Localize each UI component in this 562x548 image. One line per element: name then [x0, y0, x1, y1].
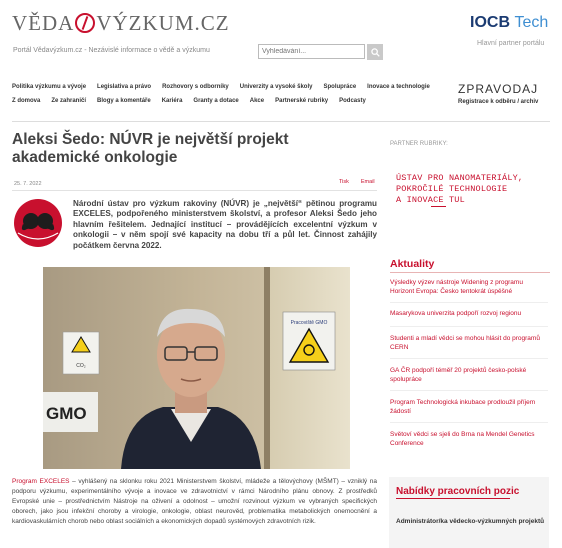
partner-logo[interactable]: [470, 14, 548, 32]
news-section-title[interactable]: Aktuality: [390, 258, 435, 270]
nav-item[interactable]: Akce: [249, 98, 265, 104]
nav-item[interactable]: Inovace a technologie: [367, 84, 430, 90]
news-item[interactable]: Masarykova univerzita podpoří rozvoj regionu: [390, 310, 522, 317]
news-item[interactable]: GA ČR podpoří téměř 20 projektů česko-polské spolupráce: [390, 367, 527, 383]
nav-item[interactable]: Partnerské rubriky: [275, 98, 329, 104]
jobs-title-underline: [396, 498, 510, 499]
logo-right: VÝZKUM.CZ: [96, 11, 230, 35]
site-tagline: Portál Vědavýzkum.cz - Nezávislé informace o vědě a výzkumu: [13, 47, 210, 54]
photo-sign-left: GMO: [46, 404, 87, 423]
news-item[interactable]: Výsledky výzev nástroje Widening z programu Horizont Evropa: Česko tentokrát úspěšné: [390, 279, 523, 295]
nav-item[interactable]: Granty a dotace: [193, 98, 239, 104]
article-title: Aleksi Šedo: NÚVR je největší projekt akademické onkologie: [12, 131, 289, 166]
promo-line: A INOVACE TUL: [396, 195, 465, 205]
search-input[interactable]: [258, 44, 365, 59]
partner-logo-light: Tech: [514, 14, 549, 31]
partner-logo-bold: IOCB: [470, 14, 510, 31]
news-item[interactable]: Studenti a mladí vědci se mohou hlásit do programů CERN: [390, 335, 540, 351]
promo-underline: [431, 206, 446, 207]
site-logo[interactable]: [12, 11, 230, 36]
nav-item[interactable]: Kariéra: [161, 98, 183, 104]
interview-icon: [14, 199, 62, 247]
header-divider: [12, 121, 550, 122]
nav-item[interactable]: Podcasty: [339, 98, 366, 104]
nav-item[interactable]: Ze zahraničí: [51, 98, 87, 104]
newsletter-logo[interactable]: ZPRAVODAJ: [458, 82, 539, 96]
nav-item[interactable]: Blogy a komentáře: [97, 98, 151, 104]
logo-emblem-icon: [75, 13, 95, 33]
main-nav-row-2: [12, 98, 377, 104]
news-divider: [390, 358, 548, 359]
partner-promo[interactable]: [396, 173, 523, 206]
news-section-divider: [390, 272, 550, 273]
article-lead: Národní ústav pro výzkum rakoviny (NÚVR) je „největší“ pětinou programu EXCELES, podpořeného ministerstvem školství, a profesor Aleksi Šedo jeho hlavním řešitelem. Jednající institucí – provádějících excelentní výzkum v onkologii – v něm spojí své kapacity na dobu tří a půl let. Činnost zahájily počátkem června 2022.: [73, 199, 377, 250]
article-actions: [339, 179, 375, 185]
news-divider: [390, 302, 548, 303]
search-icon: [371, 48, 380, 57]
news-divider: [390, 326, 548, 327]
nav-item[interactable]: Spolupráce: [323, 84, 357, 90]
newsletter-link[interactable]: Registrace k odběru / archiv: [458, 99, 539, 105]
article-date: 25. 7. 2022: [14, 181, 42, 187]
exceles-link[interactable]: Program EXCELES: [12, 478, 70, 485]
nav-item[interactable]: Rozhovory s odborníky: [162, 84, 229, 90]
news-item[interactable]: Program Technologická inkubace prodloužil příjem žádostí: [390, 399, 536, 415]
photo-small-sign: CO₂: [76, 363, 86, 369]
job-item[interactable]: Administrátor/ka vědecko-výzkumných projektů: [396, 518, 545, 525]
news-divider: [390, 422, 548, 423]
article-body: [12, 477, 377, 527]
email-link[interactable]: Email: [360, 179, 375, 185]
news-item[interactable]: Světoví vědci se sjeli do Brna na Mendel Genetics Conference: [390, 431, 535, 447]
article-body-text: – vyhlášený na sklonku roku 2021 Ministerstvem školství, mládeže a tělovýchovy (MŠMT) – vzniklý na podporu výzkumu, experimentálního vývoje a inovace ve zdravotnictví v rámci Národního plánu obnovy. Z prostředků Evropské unie – prostřednictvím Nástroje na oživení a odolnost – umožní rozvinout výzkum ve vybraných specifických oborech, jako jsou infekční choroby a virologie, onkologie, oblast neurověd, problematika metabolických onemocnění a kardiovaskulárních chorob nebo oblast sociálních a ekonomických dopadů systémových zdravotních rizik.: [12, 478, 377, 525]
search-button[interactable]: [367, 44, 383, 60]
partner-label: Hlavní partner portálu: [477, 40, 545, 47]
promo-line: POKROČILÉ TECHNOLOGIE: [396, 184, 508, 194]
photo-sign-right: Pracoviště GMO: [290, 320, 328, 326]
logo-left: VĚDA: [12, 11, 75, 35]
promo-line: ÚSTAV PRO NANOMATERIÁLY,: [396, 173, 524, 183]
partner-section-label: PARTNER RUBRIKY:: [390, 141, 448, 147]
nav-item[interactable]: Legislativa a právo: [97, 84, 152, 90]
nav-item[interactable]: Z domova: [12, 98, 41, 104]
article-divider: [12, 190, 377, 191]
nav-item[interactable]: Univerzity a vysoké školy: [239, 84, 313, 90]
article-photo: [43, 267, 350, 469]
news-divider: [390, 390, 548, 391]
jobs-title[interactable]: Nabídky pracovních pozic: [396, 486, 520, 497]
nav-item[interactable]: Politika výzkumu a vývoje: [12, 84, 87, 90]
main-nav-row-1: [12, 84, 441, 90]
print-link[interactable]: Tisk: [339, 179, 349, 185]
